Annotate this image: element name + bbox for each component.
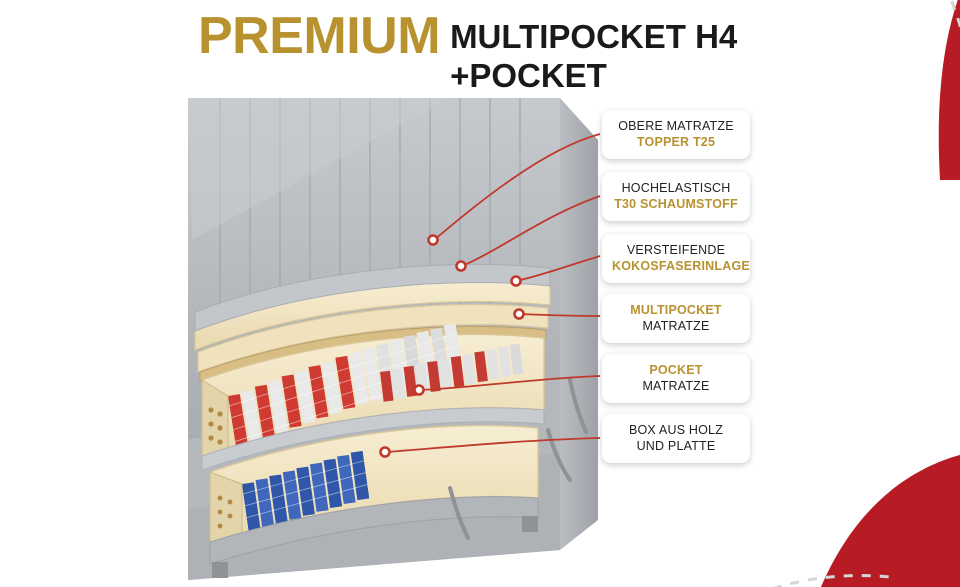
callout-box-line-2: UND PLATTE [636,438,716,453]
callout-foam-line-2: T30 SCHAUMSTOFF [614,196,738,211]
title-premium-word: PREMIUM [198,7,441,65]
callout-box-line-1: BOX AUS HOLZ [628,423,724,437]
title-line-2: +POCKET [450,56,607,94]
callout-multipocket-line-1: MULTIPOCKET [630,303,722,317]
boxspring-cutaway-illustration [150,80,620,580]
callout-coconut [602,234,750,283]
callout-multipocket [602,294,750,343]
callout-foam [602,172,750,221]
callout-topper-line-1: OBERE MATRATZE [618,119,734,133]
callout-box [602,414,750,463]
callout-coconut-line-1: VERSTEIFENDE [626,243,726,257]
title-line-1: MULTIPOCKET H4 [450,18,738,55]
callout-pocket-line-1: POCKET [649,363,703,377]
callout-multipocket-line-2: MATRATZE [642,318,710,333]
callout-topper [602,110,750,159]
callout-pocket-line-2: MATRATZE [642,378,710,393]
callout-topper-line-2: TOPPER T25 [636,134,716,149]
callout-coconut-line-2: KOKOSFASERINLAGE [612,258,750,273]
callout-pocket [602,354,750,403]
callout-foam-line-1: HOCHELASTISCH [621,181,731,195]
